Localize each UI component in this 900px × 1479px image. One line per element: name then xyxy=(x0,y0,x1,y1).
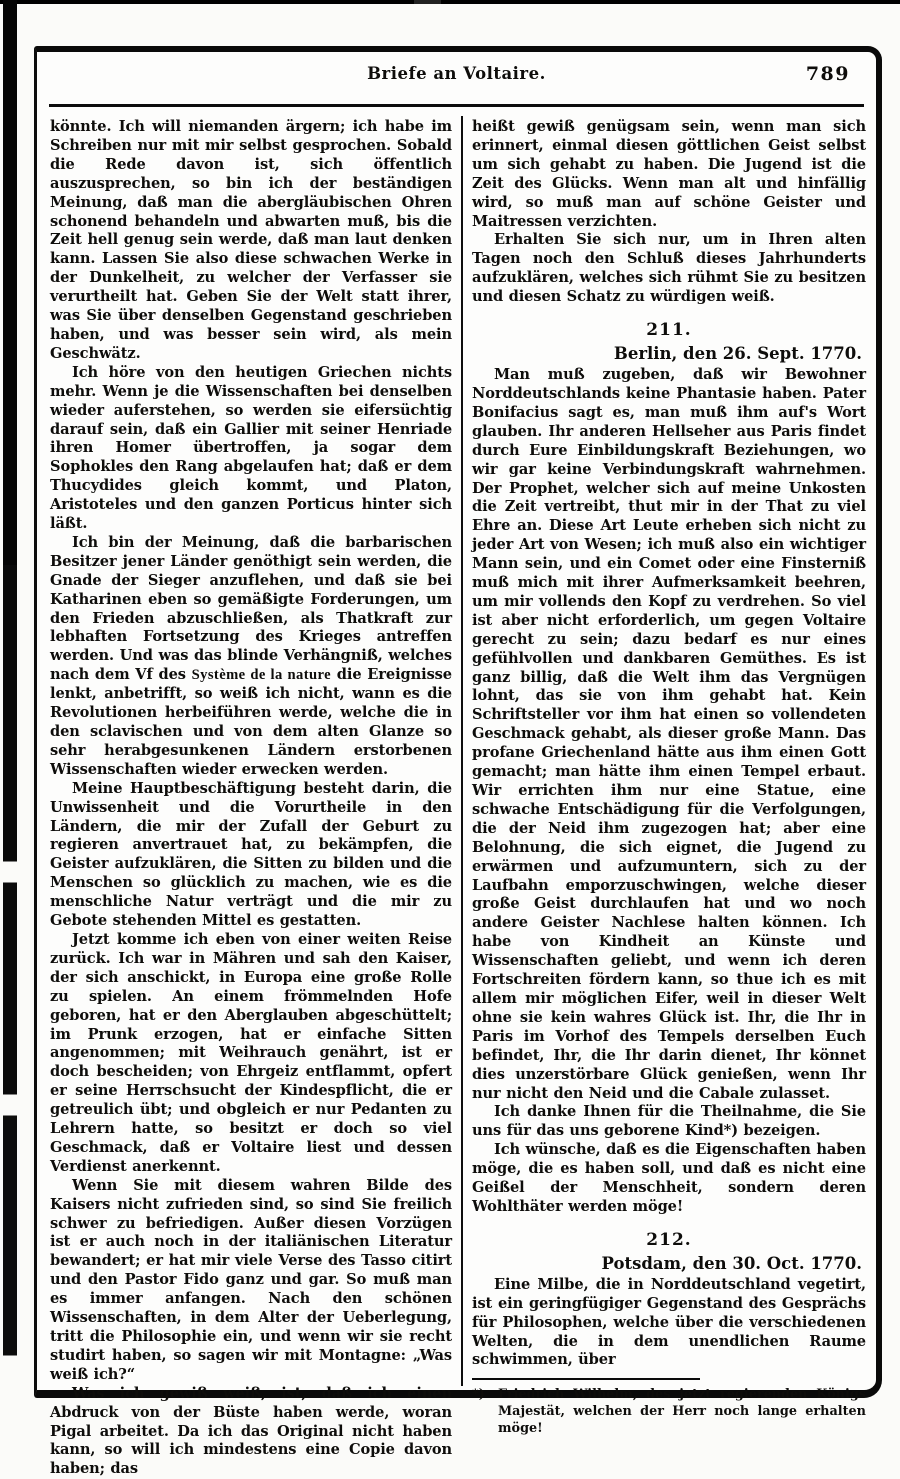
right-column xyxy=(472,118,866,1436)
paragraph: Erhalten Sie sich nur, um in Ihren alten Tagen noch den Schluß dieses Jahrhunderts aufzuklären, welches sich rühmt Sie zu besitzen und diesen Schatz zu würdigen weiß. xyxy=(472,231,866,306)
footnote-block xyxy=(472,1370,866,1439)
paragraph: Jetzt komme ich eben von einer weiten Reise zurück. Ich war in Mähren und sah den Kaiser, der sich anschickt, in Europa eine große Rolle zu spielen. An einem frömmelnden Hofe geboren, hat er den Aberglauben abgeschüttelt; im Prunk erzogen, hat er einfache Sitten angenommen; mit Weihrauch genährt, ist er doch bescheiden; von Ehrgeiz entflammt, opfert er seine Herrschsucht der Kindespflicht, die er getreulich übt; und obgleich er nur Pedanten zu Lehrern hatte, so besitzt er doch so viel Geschmack, daß er Voltaire liest und dessen Verdienst anerkennt. xyxy=(50,930,452,1175)
scan-spine-shadow xyxy=(3,0,17,1412)
page-header xyxy=(37,64,876,94)
paragraph: Ich höre von den heutigen Griechen nichts mehr. Wenn je die Wissenschaften bei denselben wieder auferstehen, so werden sie eifersüchtig darauf sein, daß ein Gallier mit seiner Henriade ihren Homer übertroffen, ja sogar dem Sophokles den Rang abgelaufen hat; daß er dem Thucydides gleich kommt, und Platon, Aristoteles und den ganzen Porticus hinter sich läßt. xyxy=(50,363,452,533)
text-columns xyxy=(50,116,866,1478)
page-header-title: Briefe an Voltaire. xyxy=(367,64,546,83)
letter-212-dateline: Potsdam, den 30. Oct. 1770. xyxy=(601,1253,862,1273)
footnote-separator xyxy=(472,1378,700,1380)
footnote-text: Friedrich Wilhelm, des jetzt regierenden Königs Majestät, welchen der Herr noch lange erhalten möge! xyxy=(498,1387,866,1436)
letter-211-number: 211. xyxy=(646,320,692,341)
footnote xyxy=(472,1387,866,1437)
footnote-marker: *) xyxy=(472,1387,485,1403)
paragraph: Ich danke Ihnen für die Theilnahme, die Sie uns für das uns geborene Kind*) bezeigen. xyxy=(472,1103,866,1140)
paragraph-text: die Ereignisse lenkt, anbetrifft, so weiß ich nicht, wann es die Revolutionen herbeiführen werde, welche die in den sclavischen und von dem alten Glanze so sehr herabgesunkenen Ländern erstorbenen Wissenschaften wieder erwecken werden. xyxy=(50,666,452,778)
paragraph xyxy=(50,534,452,780)
scan-top-edge xyxy=(0,0,900,4)
paragraph: heißt gewiß genügsam sein, wenn man sich erinnert, einmal diesen göttlichen Geist selbst um sich gehabt zu haben. Die Jugend ist die Zeit des Glücks. Wenn man alt und hinfällig wird, so muß man auf schöne Geister und Maitressen verzichten. xyxy=(472,118,866,230)
paragraph-text: Ich bin der Meinung, daß die barbarischen Besitzer jener Länder genöthigt sein werden, die Gnade der Sieger anzuflehen, und daß sie bei Katharinen eben so gemäßigte Forderungen, um den Frieden abzuschließen, als Thatkraft zur lebhaften Fortsetzung des Krieges antreffen werden. Und was das blinde Verhängniß, welches nach dem Vf des xyxy=(50,533,452,684)
paragraph: könnte. Ich will niemanden ärgern; ich habe im Schreiben nur mit mir selbst gesprochen. Sobald die Rede davon ist, sich öffentlich auszusprechen, so bin ich der beständigen Meinung, daß man die abergläubischen Ohren schonend behandeln und abwarten muß, bis die Zeit hell genug sein werde, daß man laut denken kann. Lassen Sie also diese schwachen Werke in der Dunkelheit, zu welcher der Verfasser sie verurtheilt hat. Geben Sie der Welt statt ihrer, was Sie über denselben Gegenstand geschrieben haben, und was besser sein wird, als mein Geschwätz. xyxy=(50,118,452,362)
column-divider xyxy=(461,116,463,1386)
paragraph: Meine Hauptbeschäftigung besteht darin, die Unwissenheit und die Vorurtheile in den Ländern, die mir der Zufall der Geburt zu regieren anvertrauet hat, zu bekämpfen, die Geister aufzuklären, die Sitten zu bilden und die Menschen so glücklich zu machen, wie es die menschliche Natur verträgt und die mir zu Gebote stehenden Mittel es gestatten. xyxy=(50,779,452,930)
paragraph: Ich wünsche, daß es die Eigenschaften haben möge, die es haben soll, und daß es nicht eine Geißel der Menschheit, sondern deren Wohlthäter werden möge! xyxy=(472,1141,866,1215)
paragraph: Wenn Sie mit diesem wahren Bilde des Kaisers nicht zufrieden sind, so sind Sie freilich schwer zu befriedigen. Außer diesen Vorzügen ist er auch noch in der italiänischen Literatur bewandert; er hat mir viele Verse des Tasso citirt und den Pastor Fido ganz und gar. So muß man es immer anfangen. Nach den schönen Wissenschaften, in dem Alter der Ueberlegung, tritt die Philosophie ein, und wenn wir sie recht studirt haben, so sagen wir mit Montagne: „Was weiß ich?“ xyxy=(50,1176,452,1383)
antiqua-book-title: Système de la nature xyxy=(191,667,332,684)
letter-212-number: 212. xyxy=(646,1229,692,1250)
paragraph: Was ich gewiß weiß, ist, daß ich einen Abdruck von der Büste haben werde, woran Pigal arbeitet. Da ich das Original nicht haben kann, so will ich mindestens eine Copie davon haben; das xyxy=(50,1384,452,1478)
letter-211-dateline: Berlin, den 26. Sept. 1770. xyxy=(613,344,862,364)
paragraph: Man muß zugeben, daß wir Bewohner Norddeutschlands keine Phantasie haben. Pater Bonifacius sagt es, man muß ihm auf's Wort glauben. Ihr anderen Hellseher aus Paris findet durch Eure Einbildungskraft Beziehungen, wo wir gar keine Verbindungskraft wahrnehmen. Der Prophet, welcher sich auf meine Unkosten die Zeit vertreibt, thut mir in der That zu viel Ehre an. Diese Art Leute erheben sich nicht zu jeder Art von Wesen; ich muß also ein wichtiger Mann sein, und ein Comet oder eine Finsterniß muß mich mit ihrer Aufmerksamkeit beehren, um mir vollends den Kopf zu verdrehen. So viel ist aber nicht erforderlich, um gegen Voltaire gerecht zu sein; dazu bedarf es nur eines gefühlvollen und dankbaren Gemüthes. Es ist ganz billig, daß die Welt ihm das Vergnügen lohnt, das sie von ihm gehabt hat. Kein Schriftsteller vor ihm hat einen so vollendeten Geschmack gehabt, als dieser große Mann. Das profane Griechenland hätte aus ihm einen Gott gemacht; man hätte ihm einen Tempel erbaut. Wir errichten ihm nur eine Statue, eine schwache Entschädigung für die Verfolgungen, die der Neid ihm zugezogen hat; aber eine Belohnung, die sich eignet, die Jugend zu erwärmen und aufzumuntern, sich zu der Laufbahn emporzuschwingen, welche dieser große Geist durchlaufen hat und wo noch andere Geister Nachlese halten können. Ich habe von Kindheit an Künste und Wissenschaften geliebt, und wenn ich deren Fortschreiten fördern kann, so thue ich es mit allem mir möglichen Eifer, weil in dieser Welt ohne sie kein wahres Glück ist. Ihr, die Ihr in Paris im Vorhof des Tempels derselben Euch befindet, Ihr, die Ihr darin dienet, Ihr könnet dies unzerstörbare Glück genießen, wenn Ihr nur nicht den Neid und die Cabale zulasset. xyxy=(472,366,866,1102)
paragraph: Eine Milbe, die in Norddeutschland vegetirt, ist ein geringfügiger Gegenstand des Gesprächs für Philosophen, welche über die verschiedenen Welten, die in dem unendlichen Raume schwimmen, über xyxy=(472,1275,866,1369)
book-page xyxy=(34,46,882,1478)
header-rule xyxy=(49,104,864,107)
page-number: 789 xyxy=(805,63,850,85)
left-column xyxy=(50,118,452,1478)
